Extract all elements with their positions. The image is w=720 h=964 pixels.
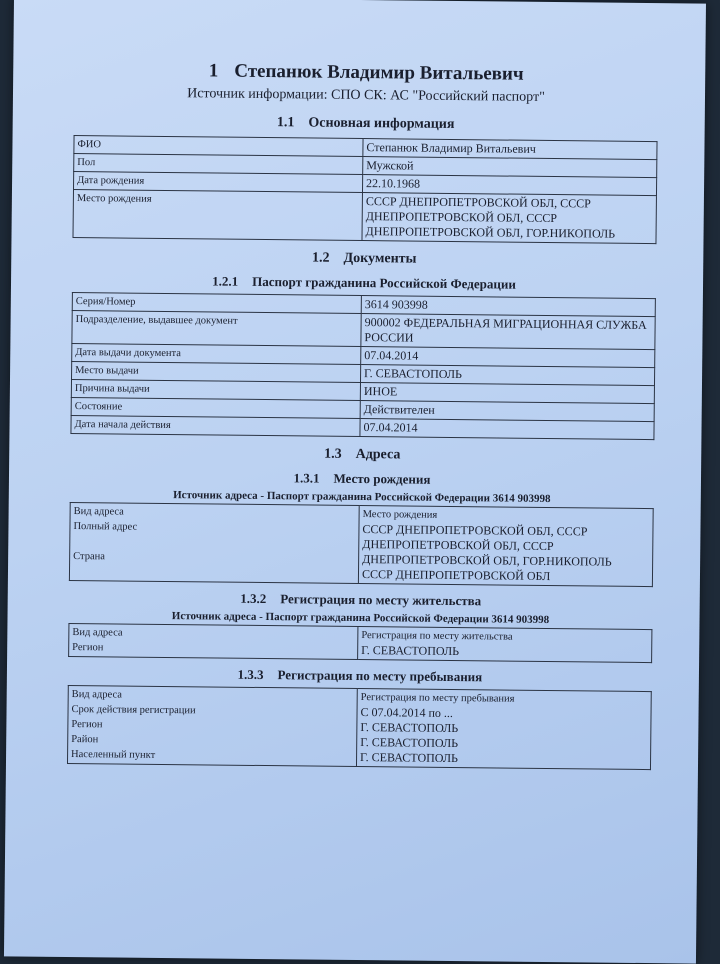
table-row — [69, 502, 653, 586]
table-row: ФИО Степанюк Владимир Витальевич — [74, 136, 657, 160]
table-row: Причина выдачи ИНОЕ — [71, 379, 654, 403]
table-row: Дата рождения 22.10.1968 — [73, 172, 656, 196]
section-passport-heading: 1.2.1 Паспорт гражданина Российской Федерации — [212, 273, 516, 292]
table-row: Место выдачи Г. СЕВАСТОПОЛЬ — [72, 362, 655, 386]
table-row: Пол Мужской — [74, 154, 657, 178]
table-row: Состояние Действителен — [71, 397, 654, 421]
section-basic-info-heading: 1.1 Основная информация — [276, 115, 455, 132]
section-residence-heading: 1.3.2 Регистрация по месту жительства — [240, 590, 482, 609]
table-row: Серия/Номер 3614 903998 — [72, 293, 655, 317]
residence-keys: Вид адреса Регион — [69, 623, 358, 659]
table-row — [67, 685, 651, 769]
table-row: Место рождения СССР ДНЕПРОПЕТРОВСКОЙ ОБЛ, СССР ДНЕПРОПЕТРОВСКОЙ ОБЛ, СССР ДНЕПРОПЕТРОВСКОЙ ОБЛ, ГОР.НИКОПОЛЬ — [73, 190, 656, 244]
stay-table — [67, 685, 652, 770]
passport-table — [70, 292, 655, 440]
stay-keys: Вид адреса Срок действия регистрации Регион Район Населенный пункт — [67, 685, 357, 766]
section-birthplace-heading: 1.3.1 Место рождения — [293, 470, 431, 487]
table-row — [69, 623, 652, 662]
basic-info-table — [72, 135, 657, 244]
birthplace-keys: Вид адреса Полный адрес Страна — [69, 502, 359, 583]
birthplace-source: Источник адреса - Паспорт гражданина Российской Федерации 3614 903998 — [173, 489, 551, 506]
document-title: 1 Степанюк Владимир Витальевич — [208, 60, 524, 85]
residence-values: Регистрация по месту жительства Г. СЕВАСТОПОЛЬ — [358, 627, 652, 663]
birthplace-table — [69, 502, 654, 587]
birthplace-values: Место рождения СССР ДНЕПРОПЕТРОВСКОЙ ОБЛ, СССР ДНЕПРОПЕТРОВСКОЙ ОБЛ, СССР ДНЕПРОПЕТРОВСКОЙ ОБЛ, ГОР.НИКОПОЛЬ СССР ДНЕПРОПЕТРОВСКОЙ ОБЛ — [358, 506, 653, 587]
info-source: Источник информации: СПО СК: АС "Российский паспорт" — [187, 86, 545, 105]
residence-source: Источник адреса - Паспорт гражданина Российской Федерации 3614 903998 — [171, 610, 550, 627]
document-content — [50, 59, 675, 770]
table-row: Подразделение, выдавшее документ 900002 ФЕДЕРАЛЬНАЯ МИГРАЦИОННАЯ СЛУЖБА РОССИИ — [72, 311, 655, 350]
section-addresses-heading: 1.3 Адреса — [324, 446, 401, 463]
section-documents-heading: 1.2 Документы — [311, 250, 417, 267]
section-stay-heading: 1.3.3 Регистрация по месту пребывания — [237, 666, 483, 685]
table-row: Дата начала действия 07.04.2014 — [71, 415, 654, 439]
stay-values: Регистрация по месту пребывания С 07.04.2014 по ... Г. СЕВАСТОПОЛЬ Г. СЕВАСТОПОЛЬ Г. СЕВАСТОПОЛЬ — [356, 689, 651, 770]
residence-table — [68, 623, 652, 663]
document-page — [4, 0, 706, 964]
table-row: Дата выдачи документа 07.04.2014 — [72, 344, 655, 368]
